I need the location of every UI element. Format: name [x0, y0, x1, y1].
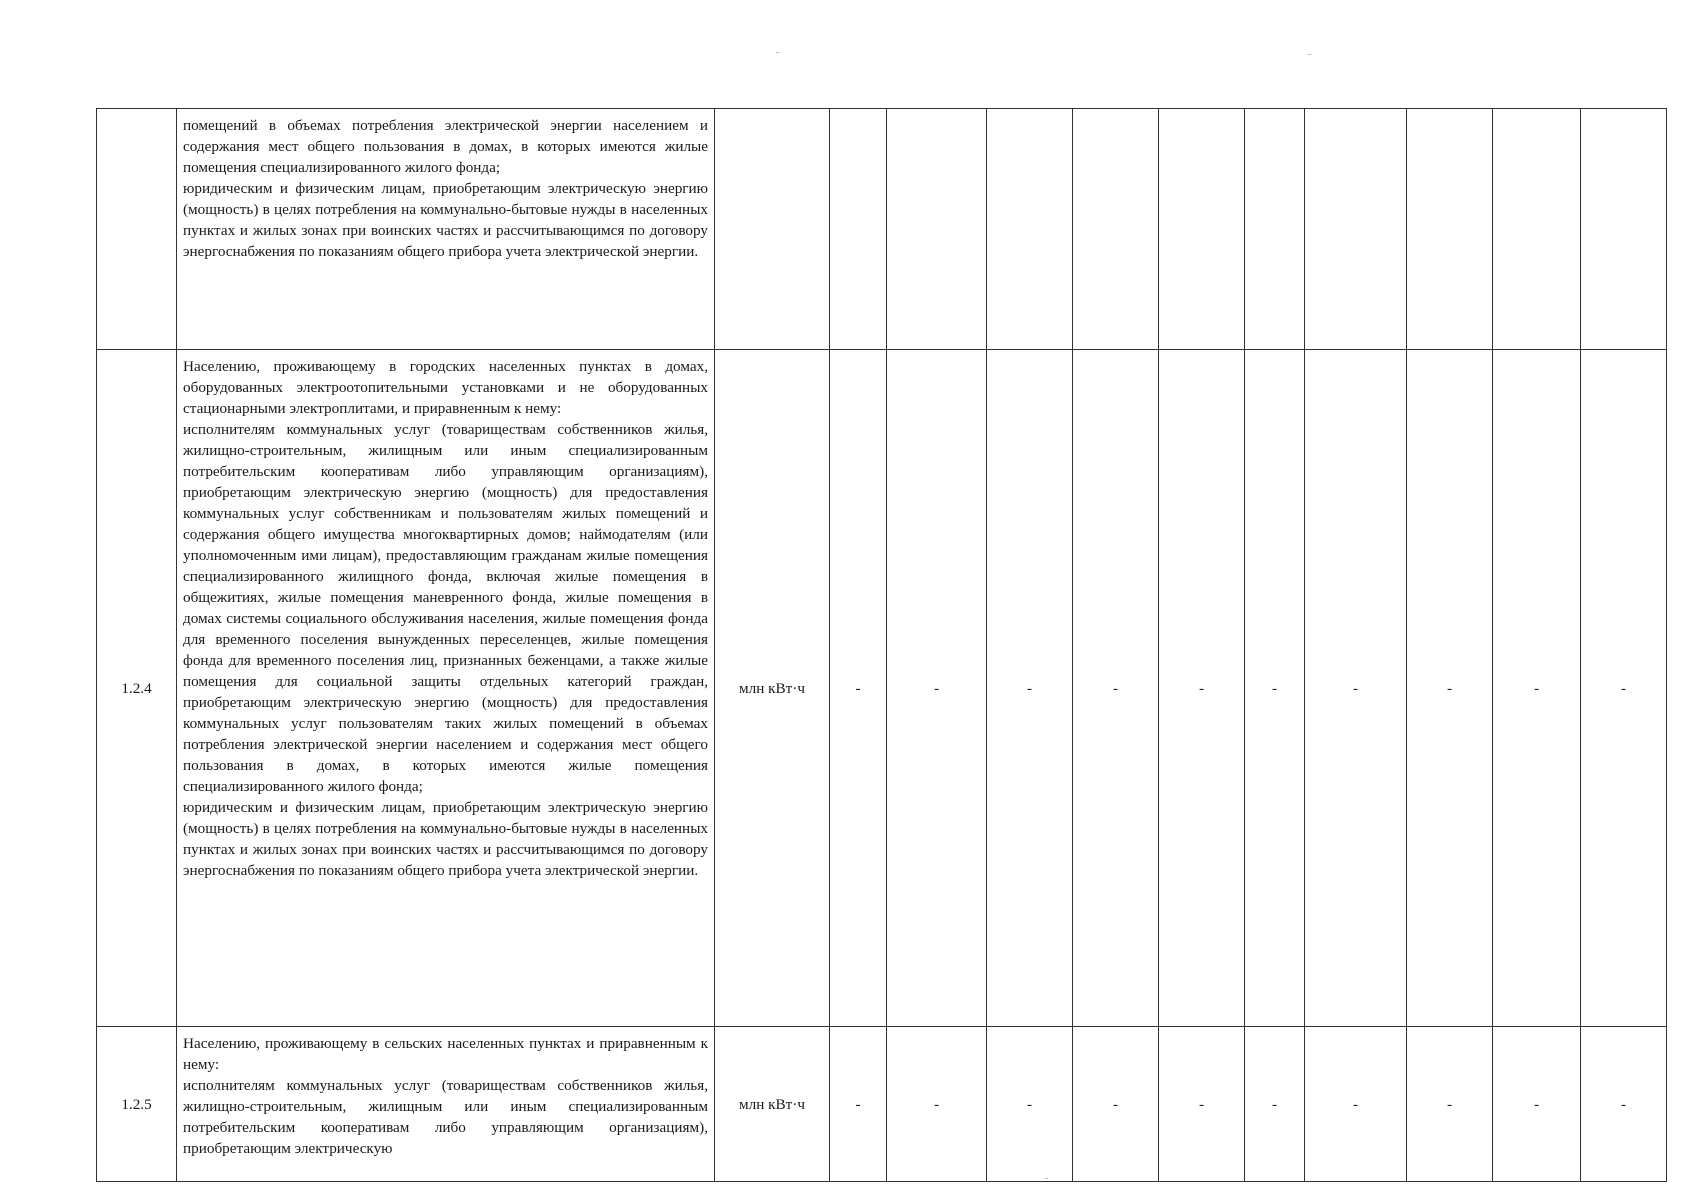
- value-cell: [1407, 109, 1493, 350]
- description-paragraph: Населению, проживающему в городских населенных пунктах в домах, оборудованных электроотопительными установками и не оборудованных стационарными электроплитами, и приравненным к нему:: [183, 358, 708, 417]
- row-description: [177, 1027, 715, 1182]
- value-cell: -: [830, 1027, 887, 1182]
- table-row: [97, 350, 1667, 1027]
- value-cell: -: [1493, 1027, 1581, 1182]
- value-cell: -: [1245, 1027, 1305, 1182]
- value-cell: -: [1493, 350, 1581, 1027]
- value-cell: [1159, 109, 1245, 350]
- value-cell: [1073, 109, 1159, 350]
- value-cell: -: [1073, 350, 1159, 1027]
- value-cell: -: [1407, 1027, 1493, 1182]
- row-description: [177, 109, 715, 350]
- description-paragraph: исполнителям коммунальных услуг (товариществам собственников жилья, жилищно-строительным, жилищным или иным специализированным потребительским кооперативам либо управляющим организациям), приобретающим электрическую энергию (мощность) для предоставления коммунальных услуг собственникам и пользователям жилых помещений и содержания общего имущества многоквартирных домов; наймодателям (или уполномоченным ими лицам), предоставляющим гражданам жилые помещения специализированного жилищного фонда, включая жилые помещения в общежитиях, жилые помещения маневренного фонда, жилые помещения в домах системы социального обслуживания населения, жилые помещения фонда для временного поселения вынужденных переселенцев, жилые помещения фонда для временного поселения лиц, признанных беженцами, а также жилые помещения для социальной защиты отдельных категорий граждан, приобретающим электрическую энергию (мощность) для предоставления коммунальных услуг пользователям таких жилых помещений в объемах потребления электрической энергии населением и содержания мест общего пользования в домах, в которых имеются жилые помещения специализированного жилого фонда;: [183, 421, 708, 795]
- scan-speck: [776, 52, 779, 53]
- description-paragraph: исполнителям коммунальных услуг (товариществам собственников жилья, жилищно-строительным, жилищным или иным специализированным потребительским кооперативам либо управляющим организациям), приобретающим электрическую: [183, 1077, 708, 1157]
- value-cell: -: [1581, 1027, 1667, 1182]
- description-paragraph: помещений в объемах потребления электрической энергии населением и содержания мест общего пользования в домах, в которых имеются жилые помещения специализированного жилого фонда;: [183, 117, 708, 176]
- value-cell: [1493, 109, 1581, 350]
- value-cell: [1305, 109, 1407, 350]
- value-cell: -: [1407, 350, 1493, 1027]
- tariff-volume-table: [96, 108, 1667, 1182]
- value-cell: [1581, 109, 1667, 350]
- description-paragraph: юридическим и физическим лицам, приобретающим электрическую энергию (мощность) в целях потребления на коммунально-бытовые нужды в населенных пунктах и жилых зонах при воинских частях и рассчитывающимся по договору энергоснабжения по показаниям общего прибора учета электрической энергии.: [183, 180, 708, 260]
- row-number: 1.2.5: [97, 1027, 177, 1182]
- value-cell: -: [987, 1027, 1073, 1182]
- value-cell: [987, 109, 1073, 350]
- scan-speck: [1308, 54, 1311, 55]
- value-cell: -: [1159, 350, 1245, 1027]
- value-cell: -: [1581, 350, 1667, 1027]
- value-cell: -: [887, 1027, 987, 1182]
- description-paragraph: Населению, проживающему в сельских населенных пунктах и приравненным к нему:: [183, 1035, 708, 1073]
- table-row: [97, 109, 1667, 350]
- row-number: [97, 109, 177, 350]
- value-cell: -: [1305, 350, 1407, 1027]
- value-cell: [887, 109, 987, 350]
- description-paragraph: юридическим и физическим лицам, приобретающим электрическую энергию (мощность) в целях потребления на коммунально-бытовые нужды в населенных пунктах и жилых зонах при воинских частях и рассчитывающимся по договору энергоснабжения по показаниям общего прибора учета электрической энергии.: [183, 799, 708, 879]
- value-cell: -: [887, 350, 987, 1027]
- unit-cell: млн кВт·ч: [715, 350, 830, 1027]
- scan-speck: [1045, 1178, 1048, 1179]
- table-row: [97, 1027, 1667, 1182]
- value-cell: -: [1305, 1027, 1407, 1182]
- value-cell: -: [1073, 1027, 1159, 1182]
- value-cell: -: [1245, 350, 1305, 1027]
- row-description: [177, 350, 715, 1027]
- value-cell: -: [830, 350, 887, 1027]
- value-cell: -: [987, 350, 1073, 1027]
- value-cell: [830, 109, 887, 350]
- value-cell: [1245, 109, 1305, 350]
- unit-cell: [715, 109, 830, 350]
- value-cell: -: [1159, 1027, 1245, 1182]
- unit-cell: млн кВт·ч: [715, 1027, 830, 1182]
- row-number: 1.2.4: [97, 350, 177, 1027]
